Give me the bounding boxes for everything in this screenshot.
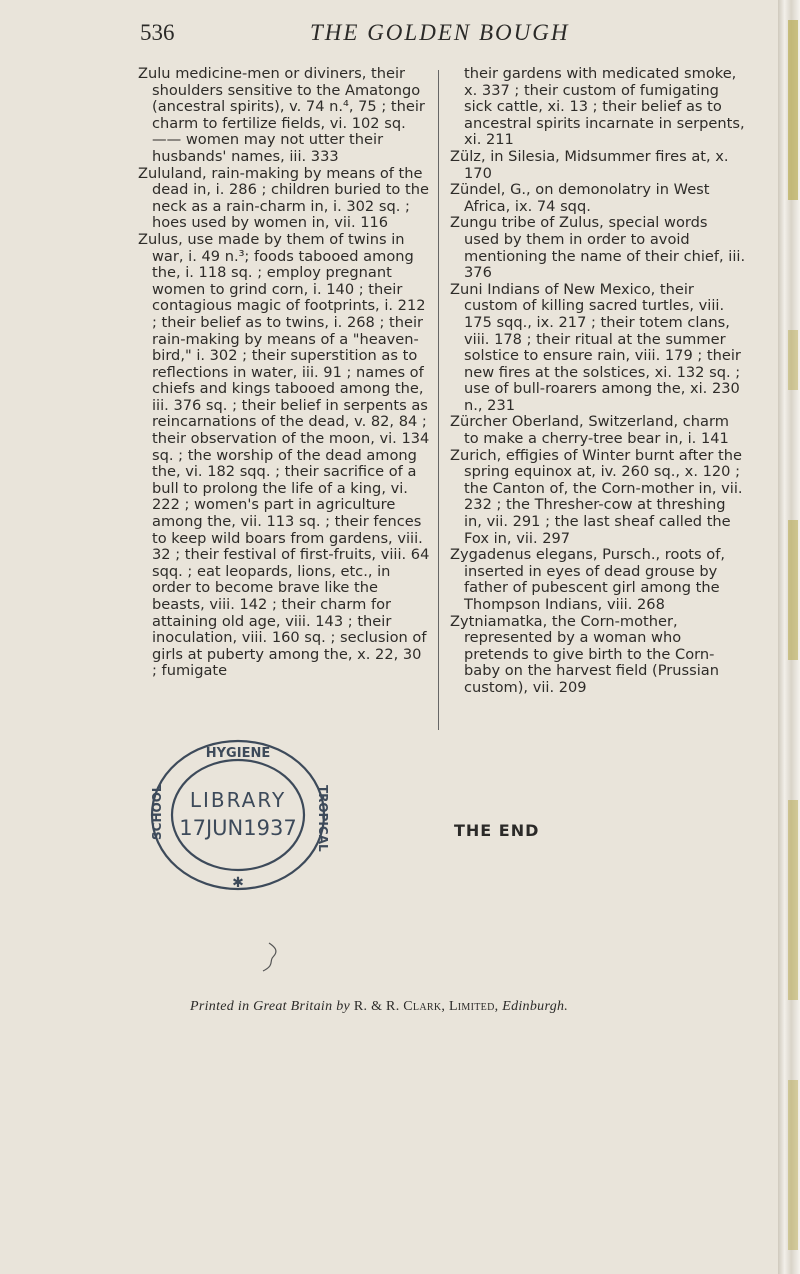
running-head [140, 20, 800, 60]
stamp-date-text: 17JUN1937 [179, 816, 297, 840]
index-entry: Zündel, G., on demonolatry in West Africa, ix. 74 sqq. [450, 181, 710, 215]
stamp-outer-ring [152, 741, 324, 889]
imprint-place: Edinburgh. [502, 999, 569, 1014]
index-entry: Zuni Indians of New Mexico, their custom of killing sacred turtles, viii. 175 sqq., ix. 217 ; their totem clans, viii. 178 ; their ritual at the summer solstice to ensure rain, viii. 179 ; their new fires at the solstices, xi. 132 sq. ; use of bull-roarers among the, xi. 230 n., 231 [450, 280, 741, 414]
index-entry: Zulus, use made by them of twins in war, i. 49 n.³; foods tabooed among the, i. 118 sq. ; employ pregnant women to grind corn, i. 140 ; their contagious magic of footprints, i. 212 ; their belief as to twins, i. 268 ; their rain-making by means of a "heaven-bird," i. 302 ; their superstition as to reflections in water, iii. 91 ; names of chiefs and kings tabooed among the, iii. 376 sq. ; their belief in serpents as reincarnations of the dead, v. 82, 84 ; their observation of the moon, vi. 134 sq. ; the worship of the dead among the, vi. 182 sqq. ; their sacrifice of a bull to prolong the life of a king, vi. 222 ; women's part in agriculture among the, vii. 113 sq. ; their fences to keep wild boars from gardens, viii. 32 ; their festival of first-fruits, viii. 64 sqq. ; eat leopards, lions, etc., in order to become brave like the beasts, viii. 142 ; their charm for attaining old age, viii. 143 ; their inoculation, viii. 160 sq. ; seclusion of girls at puberty among the, x. 22, 30 ; fumigate [138, 230, 430, 680]
edge-tab [788, 20, 798, 200]
book-title: THE GOLDEN BOUGH [310, 20, 570, 45]
edge-tab [788, 800, 798, 1000]
index-entry: Zungu tribe of Zulus, special words used by them in order to avoid mentioning the name of their chief, iii. 376 [450, 214, 746, 282]
imprint-prefix: Printed in Great Britain by [190, 999, 351, 1014]
edge-tab [788, 1080, 798, 1250]
index-entry: Zytniamatka, the Corn-mother, represented by a woman who pretends to give birth to the Corn-baby on the harvest field (Prussian custom), vii. 209 [450, 612, 719, 696]
edge-tab [788, 520, 798, 660]
stamp-inner-ring [172, 760, 304, 870]
index-column-left [138, 66, 430, 680]
imprint-printer: R. & R. Clark, Limited, [353, 999, 499, 1014]
stamp-top-text: HYGIENE [205, 746, 271, 761]
index-entry: Zululand, rain-making by means of the dead in, i. 286 ; children buried to the neck as a rain-charm in, i. 302 sq. ; hoes used by women in, vii. 116 [138, 164, 429, 232]
index-entry: Zulu medicine-men or diviners, their shoulders sensitive to the Amatongo (ancestral spirits), v. 74 n.⁴, 75 ; their charm to fertilize fields, vi. 102 sq. [138, 65, 425, 132]
page-edge [778, 0, 800, 1274]
index-entry: Zürcher Oberland, Switzerland, charm to make a cherry-tree bear in, i. 141 [450, 413, 729, 448]
edge-tab [788, 330, 798, 390]
column-divider [438, 70, 439, 730]
index-entry: Zygadenus elegans, Pursch., roots of, inserted in eyes of dead grouse by father of pubescent girl among the Thompson Indians, viii. 268 [450, 546, 725, 613]
index-entry: Zurich, effigies of Winter burnt after the spring equinox at, iv. 260 sq., x. 120 ; the Canton of, the Corn-mother in, vii. 232 ; the Thresher-cow at threshing in, vii. 291 ; the last sheaf called the Fox in, vii. 297 [450, 446, 743, 547]
printer-imprint [190, 999, 568, 1015]
stamp-star-icon: ✱ [232, 875, 244, 891]
index-entry: their gardens with medicated smoke, x. 337 ; their custom of fumigating sick cattle, xi. 13 ; their belief as to ancestral spirits incarnate in serpents, xi. 211 [464, 65, 745, 149]
pencil-mark-icon [255, 935, 295, 975]
stamp-library-text: LIBRARY [189, 788, 287, 812]
stamp-left-text: SCHOOL [150, 784, 164, 840]
stamp-right-text: TROPICAL [316, 785, 330, 852]
the-end-label: THE END [454, 821, 540, 840]
index-entry: Zülz, in Silesia, Midsummer fires at, x. 170 [450, 147, 729, 182]
library-stamp [143, 735, 333, 895]
index-column-right [450, 66, 746, 697]
page-number: 536 [140, 20, 175, 45]
index-entry: —— women may not utter their husbands' names, iii. 333 [152, 131, 384, 165]
